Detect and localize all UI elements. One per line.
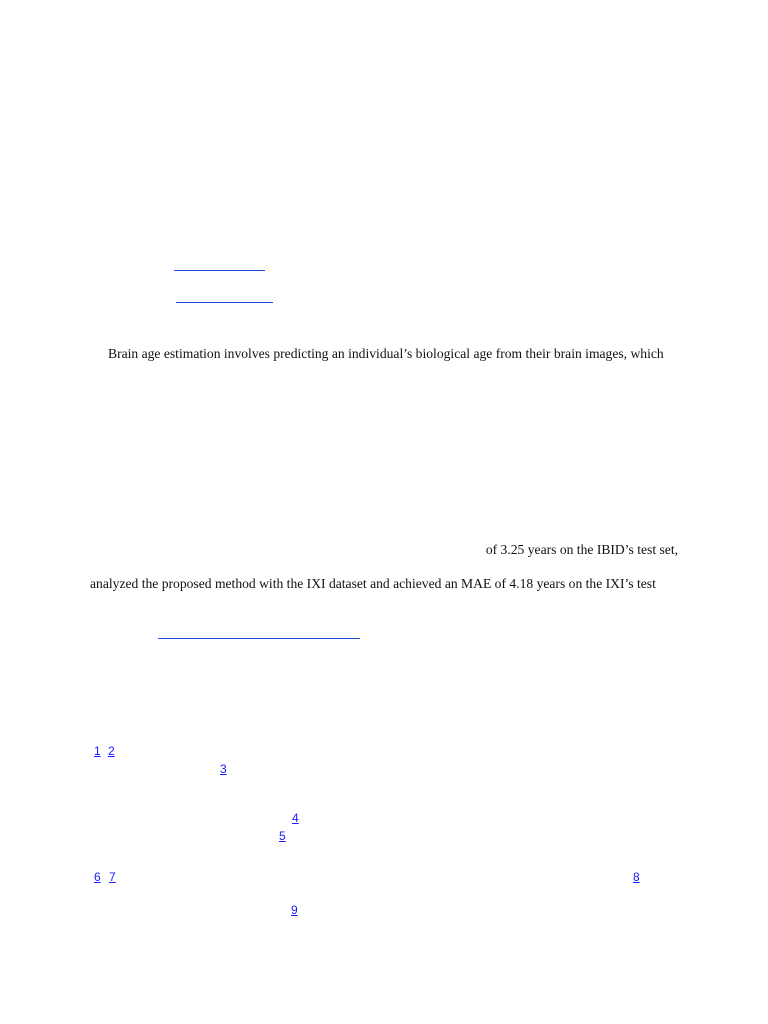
reference-link-8[interactable]: 8 xyxy=(633,870,640,884)
reference-link-7[interactable]: 7 xyxy=(109,870,116,884)
link-underline-doi[interactable] xyxy=(158,638,360,639)
reference-link-4[interactable]: 4 xyxy=(292,811,299,825)
reference-link-9[interactable]: 9 xyxy=(291,903,298,917)
reference-link-5[interactable]: 5 xyxy=(279,829,286,843)
abstract-first-line: Brain age estimation involves predicting an individual’s biological age from their brain images, which xyxy=(108,346,664,361)
reference-link-1[interactable]: 1 xyxy=(94,744,101,758)
link-underline-author-2[interactable] xyxy=(176,302,273,303)
reference-link-3[interactable]: 3 xyxy=(220,762,227,776)
abstract-ibid-line: of 3.25 years on the IBID’s test set, xyxy=(485,542,678,557)
reference-link-2[interactable]: 2 xyxy=(108,744,115,758)
link-underline-author-1[interactable] xyxy=(174,270,265,271)
reference-link-6[interactable]: 6 xyxy=(94,870,101,884)
abstract-ixi-line: analyzed the proposed method with the IXI dataset and achieved an MAE of 4.18 years on the IXI’s test xyxy=(90,576,656,591)
